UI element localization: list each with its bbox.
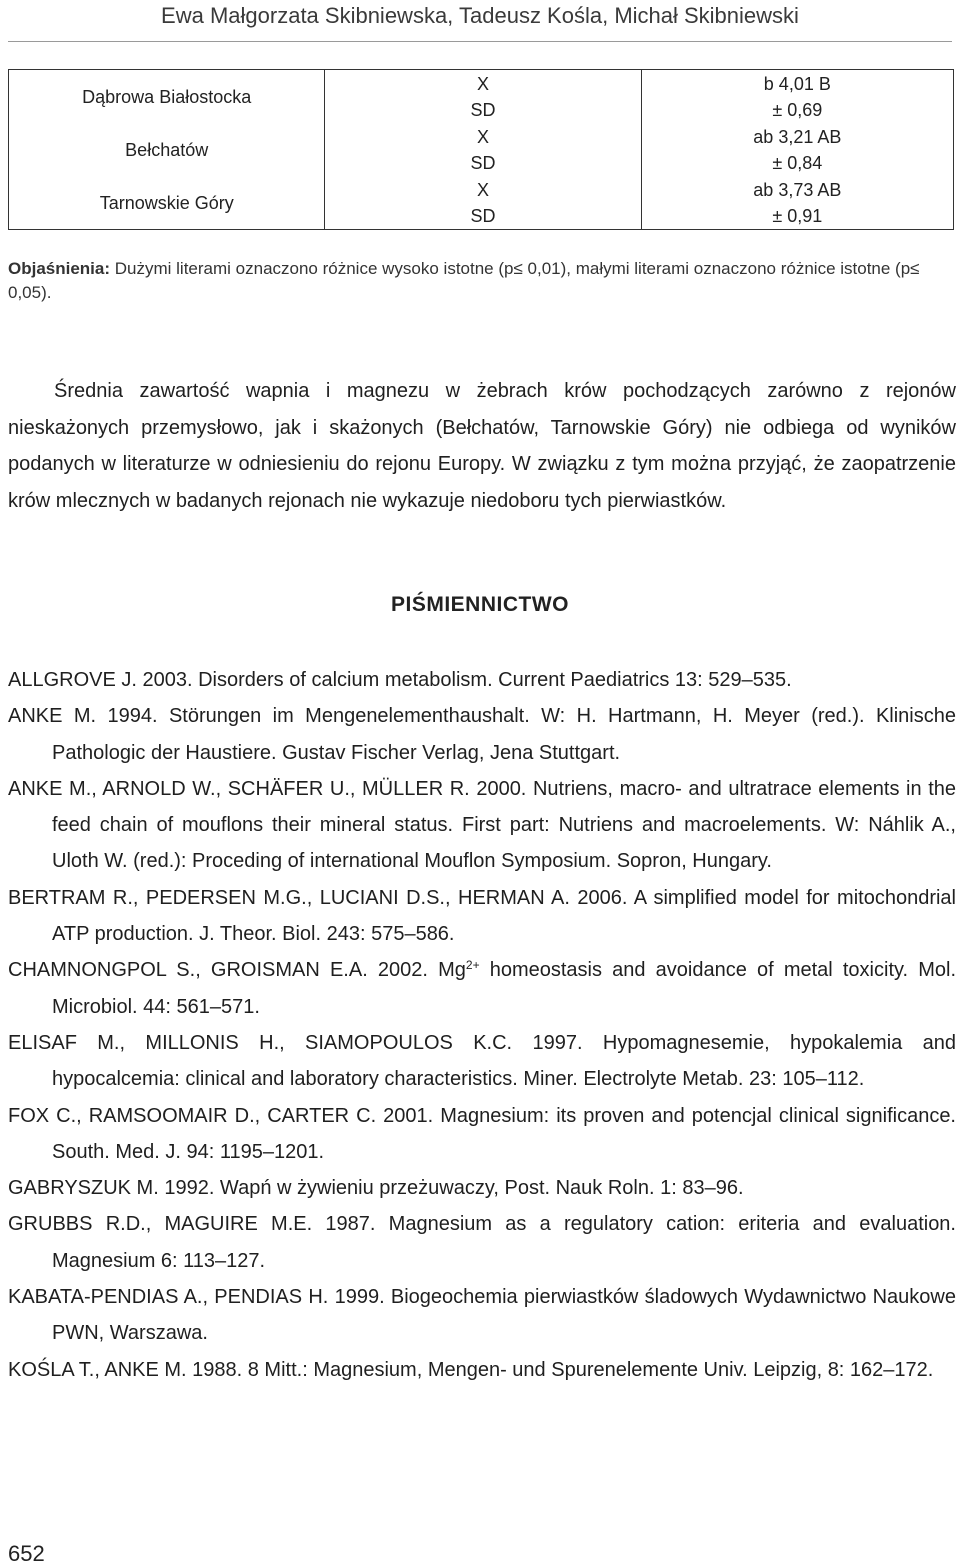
- results-table: [8, 69, 954, 230]
- stat-sd-label: SD: [470, 152, 496, 173]
- reference-item: FOX C., RAMSOOMAIR D., CARTER C. 2001. Magnesium: its proven and potencjal clinical significance. South. Med. J. 94: 1195–1201.: [8, 1104, 956, 1163]
- stat-mean-label: X: [477, 73, 490, 94]
- mean-value: ab 3,73 AB: [753, 179, 842, 200]
- value-cell: [641, 70, 953, 124]
- sd-value: ± 0,69: [772, 99, 823, 120]
- reference-item: ELISAF M., MILLONIS H., SIAMOPOULOS K.C. 1997. Hypomagnesemie, hypokalemia and hypocalcemia: clinical and laboratory characteristics. Miner. Electrolyte Metab. 23: 105–112.: [8, 1031, 956, 1091]
- explanation-text: Dużymi literami oznaczono różnice wysoko istotne (p≤ 0,01), małymi literami oznaczono różnice istotne (p≤ 0,05).: [8, 259, 920, 302]
- explanation-label: Objaśnienia:: [8, 259, 111, 278]
- header-rule: [8, 41, 952, 42]
- reference-item: ALLGROVE J. 2003. Disorders of calcium metabolism. Current Paediatrics 13: 529–535.: [8, 669, 792, 691]
- stat-cell: [325, 70, 641, 124]
- stat-cell: [325, 123, 641, 176]
- table-explanation: [8, 257, 954, 305]
- reference-text: homeostasis and avoidance of metal toxicity. Mol. Microbiol. 44: 561–571.: [52, 959, 957, 1018]
- reference-text: CHAMNONGPOL S., GROISMAN E.A. 2002. Mg: [8, 959, 466, 982]
- value-cell: [641, 123, 953, 176]
- table-row: [9, 123, 954, 176]
- body-paragraph: Średnia zawartość wapnia i magnezu w żebrach krów pochodzących zarówno z rejonów nieskażonych przemysłowo, jak i skażonych (Bełchatów, Tarnowskie Góry) nie odbiega od wyników podanych w literaturze w odniesieniu do rejonu Europy. W związku z tym można przyjąć, że zaopatrzenie krów mlecznych w badanych rejonach nie wykazuje niedoboru tych pierwiastków.: [8, 380, 956, 512]
- reference-item: KOŚLA T., ANKE M. 1988. 8 Mitt.: Magnesium, Mengen- und Spurenelemente Univ. Leipzig, 8: 162–172.: [8, 1358, 934, 1381]
- section-heading: PIŚMIENNICTWO: [391, 593, 569, 616]
- reference-item: BERTRAM R., PEDERSEN M.G., LUCIANI D.S., HERMAN A. 2006. A simplified model for mitochondrial ATP production. J. Theor. Biol. 243: 575–586.: [8, 886, 956, 946]
- superscript-charge: 2+: [465, 958, 480, 973]
- value-cell: [641, 176, 953, 230]
- stat-cell: [325, 176, 641, 230]
- reference-item: GABRYSZUK M. 1992. Wapń w żywieniu przeżuwaczy, Post. Nauk Roln. 1: 83–96.: [8, 1177, 744, 1200]
- stat-sd-label: SD: [470, 205, 496, 226]
- mean-value: ab 3,21 AB: [753, 126, 842, 147]
- stat-mean-label: X: [477, 179, 490, 200]
- stat-mean-label: X: [477, 126, 490, 147]
- reference-item: ANKE M. 1994. Störungen im Mengenelementhaushalt. W: H. Hartmann, H. Meyer (red.). Klinische Pathologic der Haustiere. Gustav Fischer Verlag, Jena Stuttgart.: [8, 705, 956, 764]
- sd-value: ± 0,84: [772, 152, 823, 173]
- mean-value: b 4,01 B: [763, 73, 831, 94]
- running-head: Ewa Małgorzata Skibniewska, Tadeusz Kośla, Michał Skibniewski: [161, 3, 799, 28]
- region-cell: Tarnowskie Góry: [9, 176, 325, 230]
- region-cell: Bełchatów: [9, 123, 325, 176]
- page-number: 652: [8, 1541, 45, 1566]
- reference-item: GRUBBS R.D., MAGUIRE M.E. 1987. Magnesium as a regulatory cation: eriteria and evaluation. Magnesium 6: 113–127.: [8, 1213, 956, 1272]
- stat-sd-label: SD: [470, 99, 496, 120]
- sd-value: ± 0,91: [772, 205, 823, 226]
- reference-item: KABATA-PENDIAS A., PENDIAS H. 1999. Biogeochemia pierwiastków śladowych Wydawnictwo Naukowe PWN, Warszawa.: [8, 1286, 956, 1345]
- table-row: [9, 70, 954, 124]
- table-row: [9, 176, 954, 230]
- reference-list: [8, 662, 956, 1388]
- reference-item: [8, 952, 956, 1025]
- reference-item: ANKE M., ARNOLD W., SCHÄFER U., MÜLLER R. 2000. Nutriens, macro- and ultratrace elements in the feed chain of mouflons their mineral status. First part: Nutriens and macroelements. W: Náhlik A., Uloth W. (red.): Proceding of international Mouflon Symposium. Sopron, Hungary.: [8, 777, 956, 873]
- region-cell: Dąbrowa Białostocka: [9, 70, 325, 124]
